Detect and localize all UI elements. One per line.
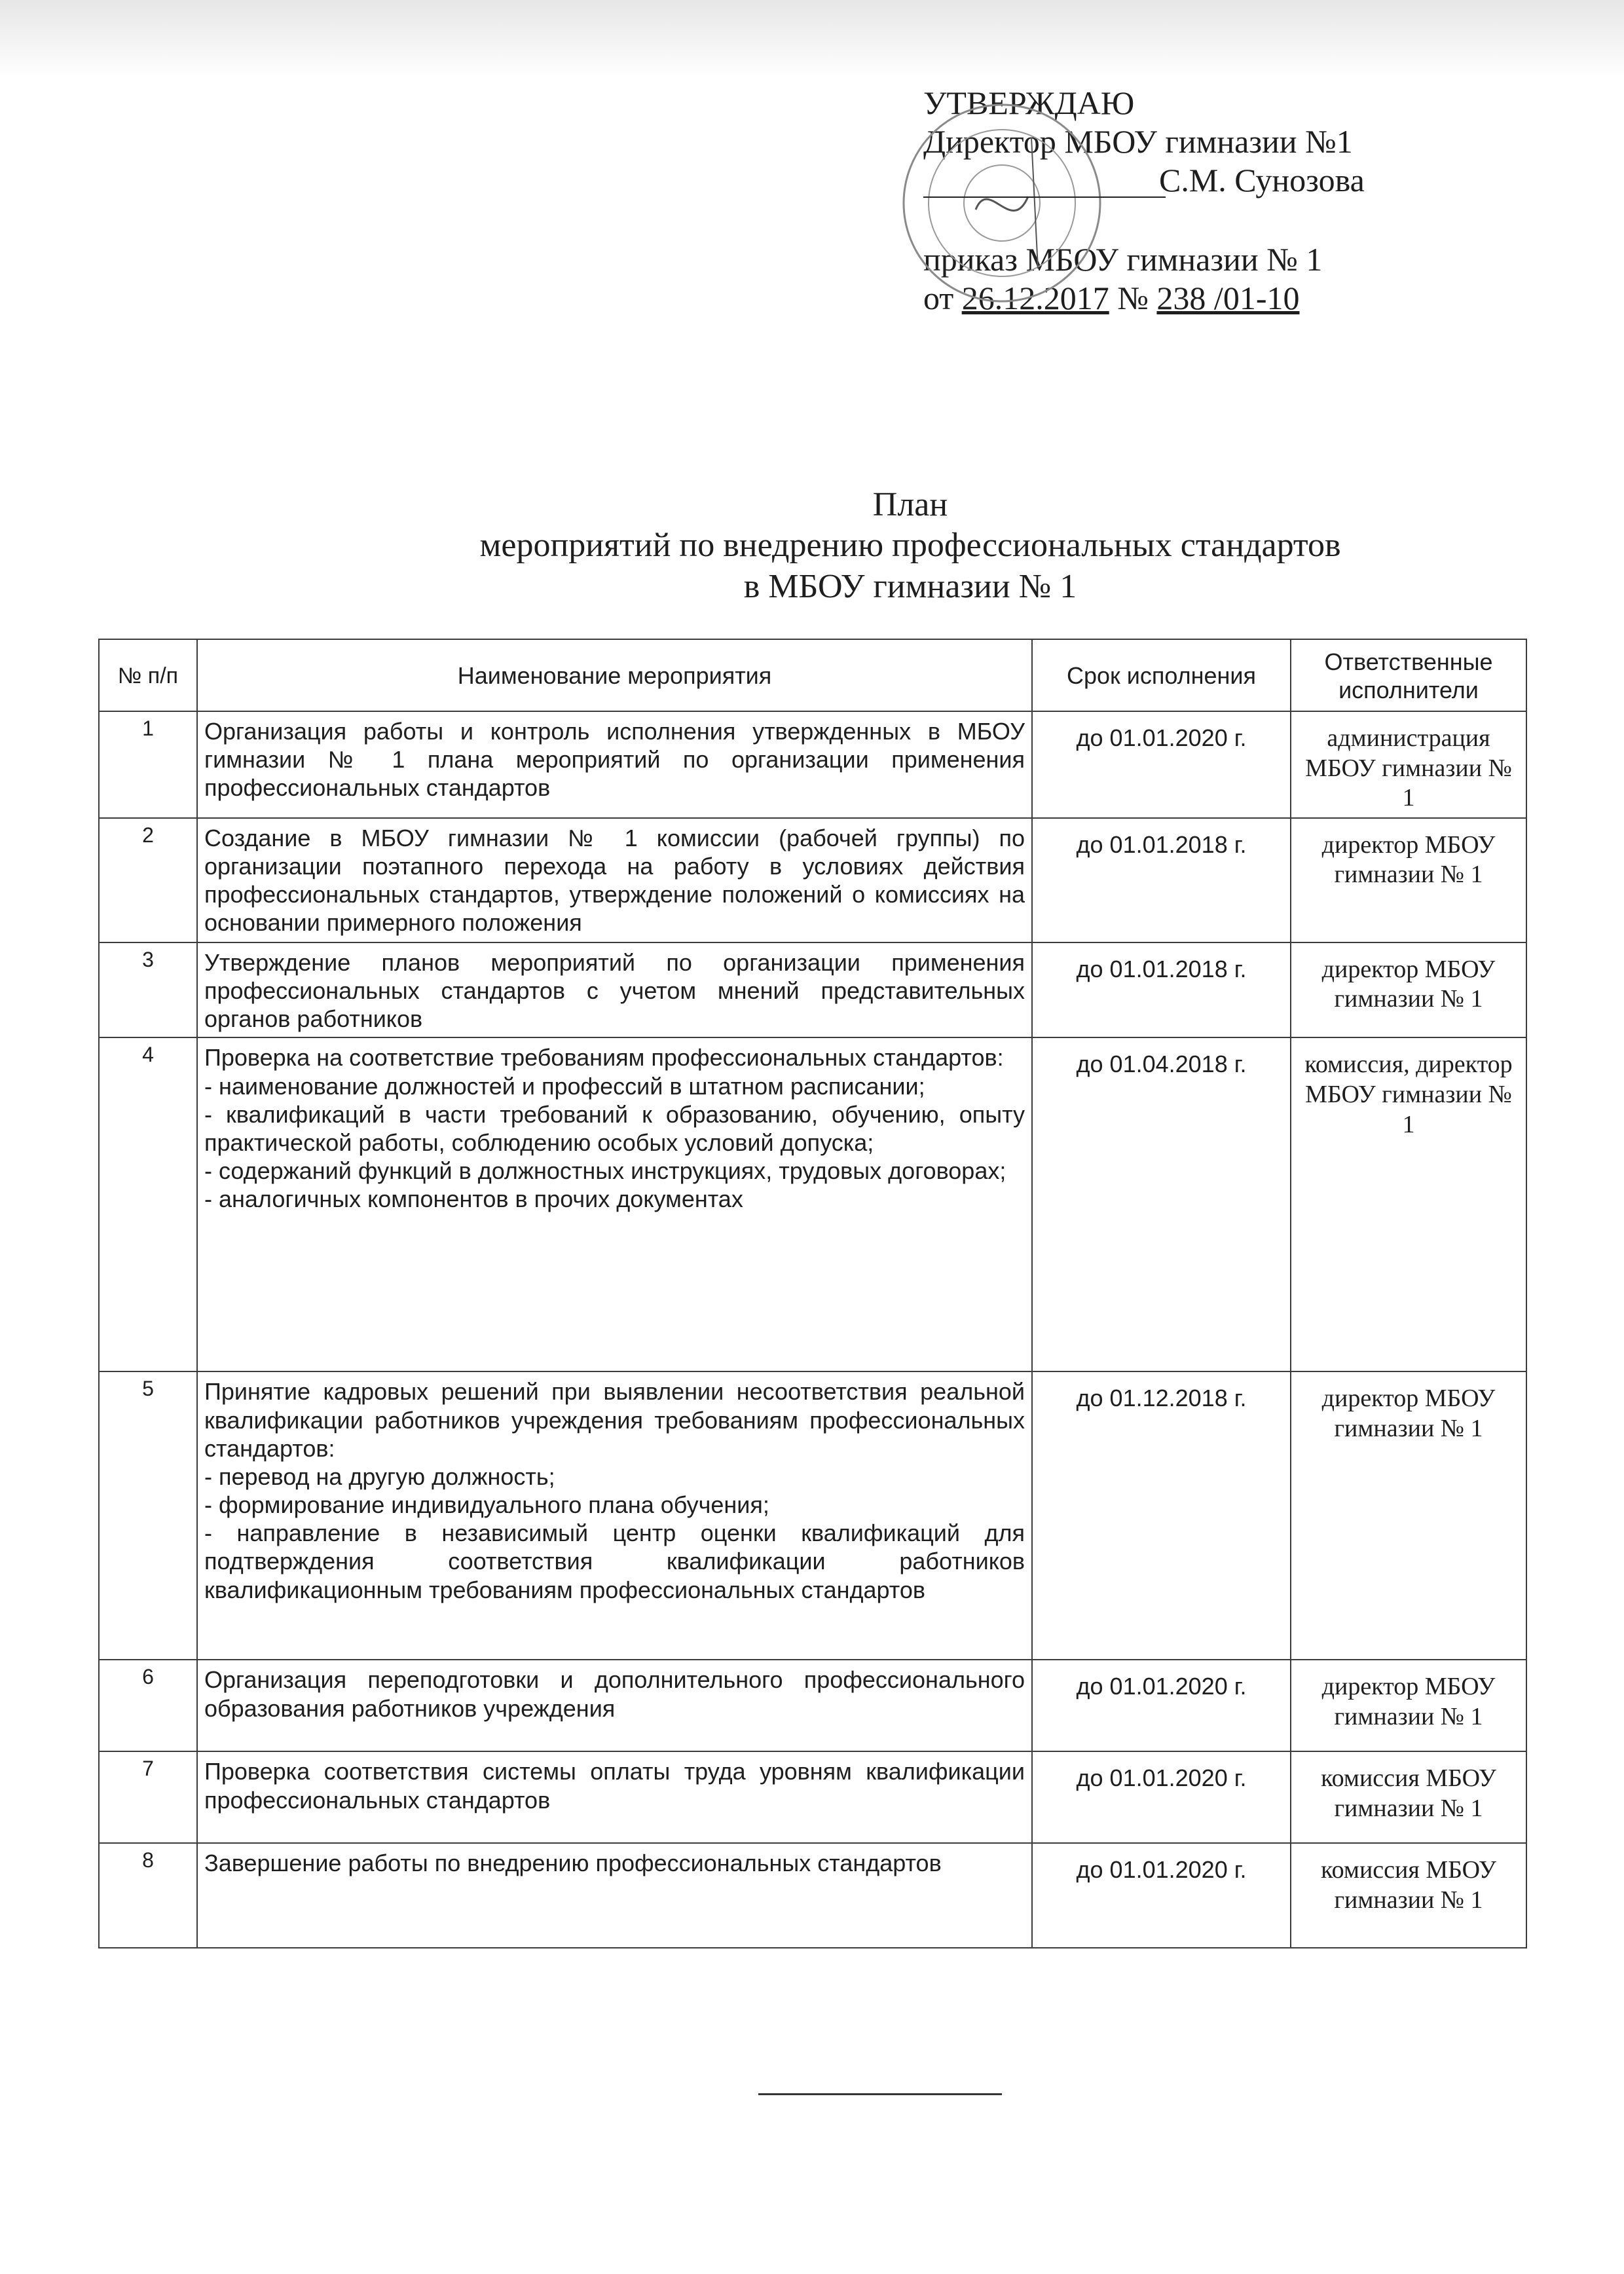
- plan-table: [98, 639, 1527, 1948]
- row-event: Создание в МБОУ гимназии № 1 комиссии (рабочей группы) по организации поэтапного перехода на работу в условиях действия профессиональных стандартов, утверждение положений о комиссиях на основании примерного положения: [197, 818, 1032, 942]
- row-event: [197, 1371, 1032, 1660]
- row-responsible: комиссия МБОУ гимназии № 1: [1291, 1751, 1526, 1843]
- table-row: [99, 711, 1526, 818]
- row-deadline: до 01.01.2020 г.: [1032, 1843, 1291, 1948]
- row-event-main: Проверка на соответствие требованиям профессиональных стандартов:: [204, 1044, 1004, 1072]
- title-line-3: в МБОУ гимназии № 1: [743, 567, 1077, 605]
- order-prefix: от: [923, 280, 954, 316]
- approval-heading: УТВЕРЖДАЮ: [923, 84, 1135, 121]
- scan-edge-shadow: [0, 0, 1624, 79]
- bottom-divider: [758, 2093, 1002, 2095]
- header-responsible: Ответственные исполнители: [1291, 639, 1526, 711]
- row-responsible: директор МБОУ гимназии № 1: [1291, 818, 1526, 942]
- signature-line: [923, 194, 1185, 200]
- row-num: 2: [99, 818, 197, 942]
- row-event-item: - формирование индивидуального плана обучения;: [204, 1491, 769, 1519]
- row-event-item: - квалификаций в части требований к образованию, обучению, опыту практической работы, соблюдению особых условий допуска;: [204, 1100, 1025, 1156]
- signatory-name: С.М. Сунозова: [1159, 162, 1365, 198]
- table-row: [99, 1751, 1526, 1843]
- table-row: [99, 1660, 1526, 1751]
- row-num: 5: [99, 1371, 197, 1660]
- title-line-1: План: [872, 486, 948, 523]
- order-date: 26.12.2017: [961, 280, 1109, 316]
- approval-order-line: приказ МБОУ гимназии № 1: [923, 241, 1323, 278]
- row-num: 3: [99, 942, 197, 1038]
- row-event-main: Принятие кадровых решений при выявлении несоответствия реальной квалификации работников учреждения требованиям профессиональных стандартов:: [204, 1378, 1025, 1462]
- row-deadline: до 01.04.2018 г.: [1032, 1037, 1291, 1371]
- table-row: [99, 1843, 1526, 1948]
- approval-position: Директор МБОУ гимназии №1: [923, 123, 1353, 160]
- document-title: [327, 485, 1493, 607]
- row-num: 7: [99, 1751, 197, 1843]
- official-stamp-icon: [897, 98, 1107, 308]
- row-responsible: комиссия МБОУ гимназии № 1: [1291, 1843, 1526, 1948]
- row-num: 4: [99, 1037, 197, 1371]
- table-row: [99, 942, 1526, 1038]
- row-deadline: до 01.12.2018 г.: [1032, 1371, 1291, 1660]
- header-deadline: Срок исполнения: [1032, 639, 1291, 711]
- row-deadline: до 01.01.2018 г.: [1032, 942, 1291, 1038]
- table-row: [99, 818, 1526, 942]
- row-event: Завершение работы по внедрению профессиональных стандартов: [197, 1843, 1032, 1948]
- row-deadline: до 01.01.2020 г.: [1032, 711, 1291, 818]
- row-event: Организация работы и контроль исполнения утвержденных в МБОУ гимназии № 1 плана мероприятий по организации применения профессиональных стандартов: [197, 711, 1032, 818]
- row-deadline: до 01.01.2020 г.: [1032, 1660, 1291, 1751]
- row-event-item: - направление в независимый центр оценки квалификаций для подтверждения соответствия квалификации работников квалификационным требованиям профессиональных стандартов: [204, 1519, 1025, 1603]
- header-num: № п/п: [99, 639, 197, 711]
- title-line-2: мероприятий по внедрению профессиональных стандартов: [479, 527, 1341, 565]
- row-event-item: - содержаний функций в должностных инструкциях, трудовых договорах;: [204, 1157, 1006, 1185]
- row-deadline: до 01.01.2020 г.: [1032, 1751, 1291, 1843]
- row-num: 8: [99, 1843, 197, 1948]
- row-responsible: директор МБОУ гимназии № 1: [1291, 1660, 1526, 1751]
- row-event: [197, 1037, 1032, 1371]
- row-responsible: директор МБОУ гимназии № 1: [1291, 1371, 1526, 1660]
- row-num: 1: [99, 711, 197, 818]
- table-header-row: [99, 639, 1526, 711]
- order-number-sign: №: [1117, 280, 1149, 316]
- row-event-item: - перевод на другую должность;: [204, 1463, 555, 1490]
- row-responsible: директор МБОУ гимназии № 1: [1291, 942, 1526, 1038]
- row-num: 6: [99, 1660, 197, 1751]
- order-number: 238 /01-10: [1156, 280, 1300, 316]
- row-responsible: комиссия, директор МБОУ гимназии № 1: [1291, 1037, 1526, 1371]
- row-event: Утверждение планов мероприятий по организации применения профессиональных стандартов с учетом мнений представительных органов работников: [197, 942, 1032, 1038]
- row-responsible: администрация МБОУ гимназии № 1: [1291, 711, 1526, 818]
- table-row: [99, 1371, 1526, 1660]
- row-event-item: - аналогичных компонентов в прочих документах: [204, 1185, 743, 1213]
- row-event: Проверка соответствия системы оплаты труда уровням квалификации профессиональных стандартов: [197, 1751, 1032, 1843]
- row-event-item: - наименование должностей и профессий в штатном расписании;: [204, 1072, 925, 1100]
- header-name: Наименование мероприятия: [197, 639, 1032, 711]
- row-deadline: до 01.01.2018 г.: [1032, 818, 1291, 942]
- table-row: [99, 1037, 1526, 1371]
- row-event: Организация переподготовки и дополнительного профессионального образования работников учреждения: [197, 1660, 1032, 1751]
